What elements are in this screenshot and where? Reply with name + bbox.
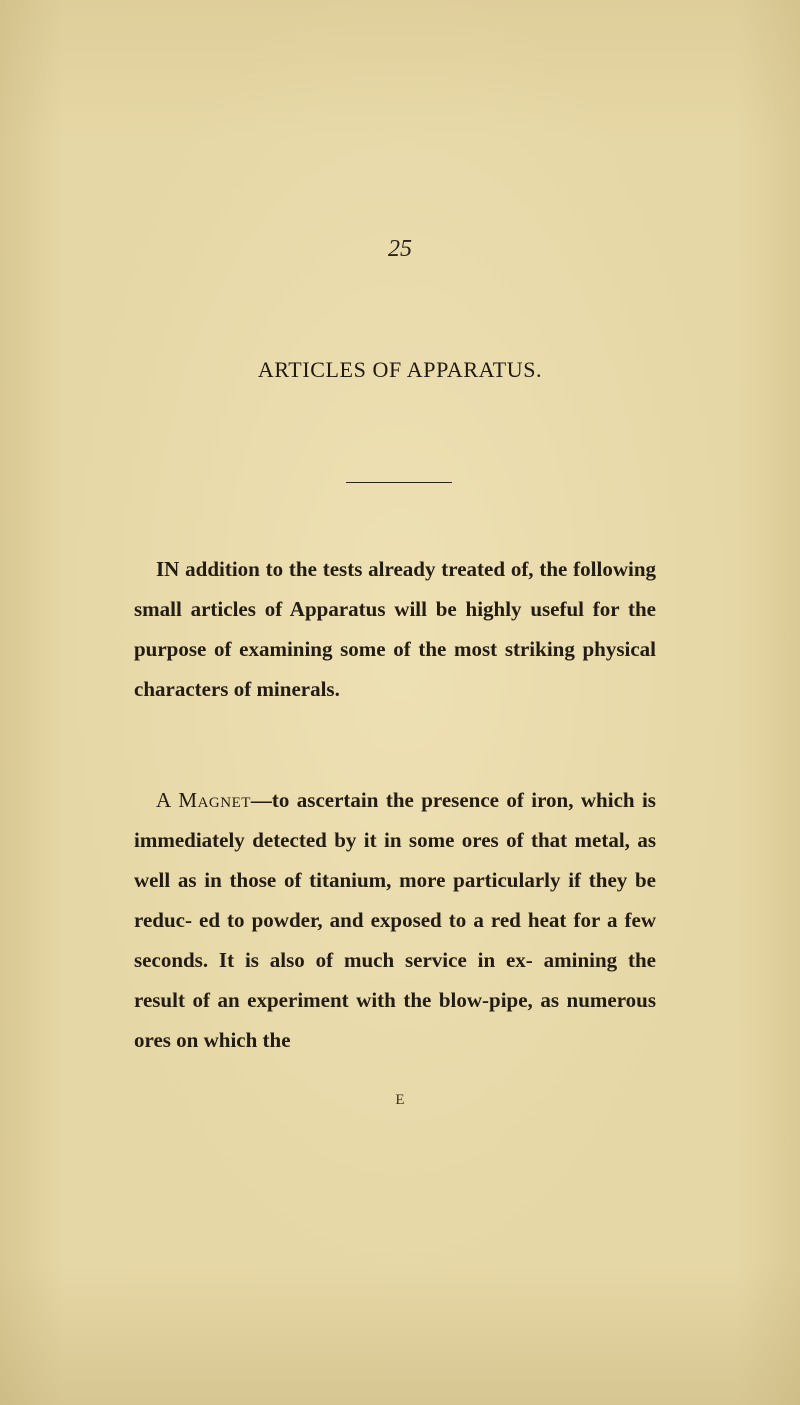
signature-mark: E — [395, 1092, 405, 1108]
divider-rule — [346, 482, 452, 483]
section-heading: ARTICLES OF APPARATUS. — [257, 357, 543, 382]
magnet-term: A Magnet — [156, 788, 251, 812]
paragraph-magnet — [134, 780, 656, 1060]
magnet-description: —to ascertain the presence of iron, which is immediately detected by it in some ores of that metal, as well as in those of titanium, more particularly if they be reduc- ed to powder, and exposed to a red heat for a few seconds. It is also of much service in ex- amining the result of an experiment with the blow-pipe, as numerous ores on which the — [134, 788, 656, 1052]
page-number: 25 — [388, 236, 412, 262]
paragraph-intro: IN addition to the tests already treated of, the following small articles of Apparatus will be highly useful for the purpose of examining some of the most striking physical characters of minerals. — [134, 557, 656, 701]
